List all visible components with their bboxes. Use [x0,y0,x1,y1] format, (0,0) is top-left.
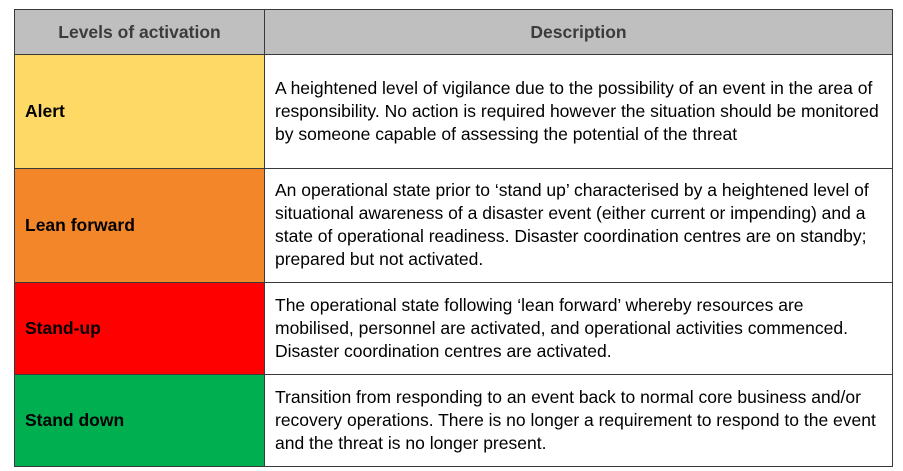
table-row-lean-forward [15,169,893,283]
activation-levels-table-wrapper [14,9,892,467]
table-row-stand-up [15,283,893,375]
header-description: Description [265,10,893,55]
level-cell-lean-forward: Lean forward [15,169,265,283]
level-cell-stand-up: Stand-up [15,283,265,375]
level-cell-alert: Alert [15,55,265,169]
description-cell-stand-down: Transition from responding to an event back to normal core business and/or recovery operations. There is no longer a requirement to respond to the event and the threat is no longer present. [265,375,893,467]
description-cell-lean-forward: An operational state prior to ‘stand up’ characterised by a heightened level of situational awareness of a disaster event (either current or impending) and a state of operational readiness. Disaster coordination centres are on standby; prepared but not activated. [265,169,893,283]
header-levels-of-activation: Levels of activation [15,10,265,55]
table-row-alert [15,55,893,169]
description-cell-stand-up: The operational state following ‘lean forward’ whereby resources are mobilised, personnel are activated, and operational activities commenced. Disaster coordination centres are activated. [265,283,893,375]
table-header-row [15,10,893,55]
table-row-stand-down [15,375,893,467]
description-cell-alert: A heightened level of vigilance due to the possibility of an event in the area of responsibility. No action is required however the situation should be monitored by someone capable of assessing the potential of the threat [265,55,893,169]
level-cell-stand-down: Stand down [15,375,265,467]
activation-levels-table [14,9,893,467]
